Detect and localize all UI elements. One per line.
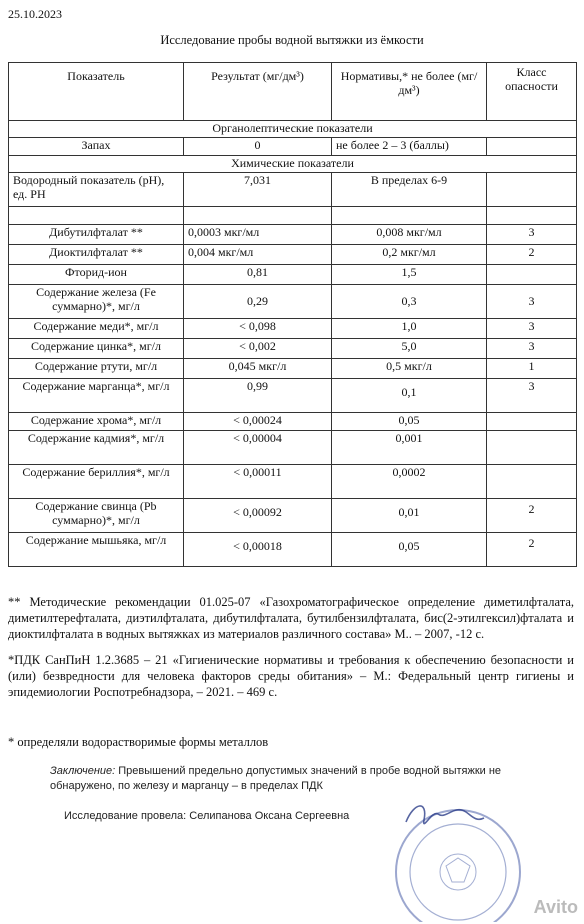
row-result: < 0,098 bbox=[184, 319, 332, 339]
row-norm: 0,3 bbox=[332, 285, 487, 319]
row-result: < 0,00011 bbox=[184, 465, 332, 499]
row-class: 2 bbox=[487, 533, 577, 567]
row-result: < 0,00018 bbox=[184, 533, 332, 567]
row-indicator: Содержание хрома*, мг/л bbox=[9, 413, 184, 431]
row-norm: не более 2 – 3 (баллы) bbox=[332, 138, 487, 156]
row-class: 1 bbox=[487, 359, 577, 379]
row-indicator: Содержание цинка*, мг/л bbox=[9, 339, 184, 359]
table-row bbox=[9, 413, 577, 431]
row-result: 0,29 bbox=[184, 285, 332, 319]
row-norm: 0,0002 bbox=[332, 465, 487, 499]
row-indicator: Запах bbox=[9, 138, 184, 156]
row-norm: 0,1 bbox=[332, 379, 487, 413]
conclusion-text: Превышений предельно допустимых значений в пробе водной вытяжки не обнаружено, по железу и марганцу – в пределах ПДК bbox=[50, 765, 502, 792]
row-norm: 5,0 bbox=[332, 339, 487, 359]
row-norm: 0,01 bbox=[332, 499, 487, 533]
report-title: Исследование пробы водной вытяжки из ёмкости bbox=[160, 33, 424, 47]
table-row bbox=[9, 319, 577, 339]
footnote-sanpin: *ПДК СанПиН 1.2.3685 – 21 «Гигиенические нормативы и требования к обеспечению безопасности и (или) безвредности для человека факторов среды обитания» – М.: Федеральный центр гигиены и эпидемиологии Роспотребнадзора, – 2021. – 469 с. bbox=[8, 653, 574, 699]
row-norm: 0,05 bbox=[332, 413, 487, 431]
row-result: 0 bbox=[184, 138, 332, 156]
row-indicator: Содержание железа (Fe суммарно)*, мг/л bbox=[9, 285, 184, 319]
row-result: < 0,00092 bbox=[184, 499, 332, 533]
table-row bbox=[9, 138, 577, 156]
row-norm: 0,2 мкг/мл bbox=[332, 245, 487, 265]
row-indicator: Водородный показатель (pH), ед. PH bbox=[9, 173, 184, 207]
section-organoleptic: Органолептические показатели bbox=[9, 121, 577, 138]
row-class: 3 bbox=[487, 379, 577, 413]
table-row bbox=[9, 533, 577, 567]
row-indicator: Содержание меди*, мг/л bbox=[9, 319, 184, 339]
row-indicator: Содержание марганца*, мг/л bbox=[9, 379, 184, 413]
row-indicator: Содержание кадмия*, мг/л bbox=[9, 431, 184, 465]
section-row bbox=[9, 156, 577, 173]
row-class bbox=[487, 465, 577, 499]
blank-row bbox=[9, 207, 577, 225]
table-row bbox=[9, 499, 577, 533]
row-indicator: Диоктилфталат ** bbox=[9, 245, 184, 265]
row-indicator: Дибутилфталат ** bbox=[9, 225, 184, 245]
row-result: 0,004 мкг/мл bbox=[184, 245, 332, 265]
row-class bbox=[487, 173, 577, 207]
row-class: 3 bbox=[487, 225, 577, 245]
section-chemical: Химические показатели bbox=[9, 156, 577, 173]
row-indicator: Содержание мышьяка, мг/л bbox=[9, 533, 184, 567]
row-class bbox=[487, 431, 577, 465]
row-class: 2 bbox=[487, 499, 577, 533]
row-indicator: Содержание бериллия*, мг/л bbox=[9, 465, 184, 499]
row-norm: 1,0 bbox=[332, 319, 487, 339]
column-header-class: Класс опасности bbox=[487, 63, 577, 121]
row-result: 0,81 bbox=[184, 265, 332, 285]
table-row bbox=[9, 173, 577, 207]
row-result: 0,99 bbox=[184, 379, 332, 413]
row-norm: 0,008 мкг/мл bbox=[332, 225, 487, 245]
row-norm: 0,5 мкг/л bbox=[332, 359, 487, 379]
conclusion-label: Заключение: bbox=[50, 765, 116, 777]
table-row bbox=[9, 359, 577, 379]
table-row bbox=[9, 265, 577, 285]
conclusion-block bbox=[50, 764, 520, 794]
report-date: 25.10.2023 bbox=[8, 7, 62, 21]
table-row bbox=[9, 379, 577, 413]
row-result: 0,0003 мкг/мл bbox=[184, 225, 332, 245]
table-header-row bbox=[9, 63, 577, 121]
row-norm: 0,001 bbox=[332, 431, 487, 465]
row-class: 3 bbox=[487, 319, 577, 339]
column-header-indicator: Показатель bbox=[9, 63, 184, 121]
row-result: < 0,002 bbox=[184, 339, 332, 359]
row-indicator: Содержание свинца (Pb суммарно)*, мг/л bbox=[9, 499, 184, 533]
row-class bbox=[487, 265, 577, 285]
row-result: 0,045 мкг/л bbox=[184, 359, 332, 379]
row-indicator: Содержание ртути, мг/л bbox=[9, 359, 184, 379]
row-indicator: Фторид-ион bbox=[9, 265, 184, 285]
row-class: 3 bbox=[487, 285, 577, 319]
row-result: < 0,00024 bbox=[184, 413, 332, 431]
results-table bbox=[8, 62, 577, 567]
section-row bbox=[9, 121, 577, 138]
row-class bbox=[487, 138, 577, 156]
official-stamp bbox=[376, 792, 526, 922]
row-norm: 1,5 bbox=[332, 265, 487, 285]
column-header-norm: Нормативы,* не более (мг/дм³) bbox=[332, 63, 487, 121]
row-result: 7,031 bbox=[184, 173, 332, 207]
table-row bbox=[9, 245, 577, 265]
column-header-result: Результат (мг/дм³) bbox=[184, 63, 332, 121]
row-class bbox=[487, 413, 577, 431]
table-row bbox=[9, 431, 577, 465]
table-row bbox=[9, 465, 577, 499]
row-norm: В пределах 6-9 bbox=[332, 173, 487, 207]
researcher-line: Исследование провела: Селипанова Оксана Сергеевна bbox=[64, 810, 350, 822]
row-result: < 0,00004 bbox=[184, 431, 332, 465]
row-class: 2 bbox=[487, 245, 577, 265]
footnote-metals: * определяли водорастворимые формы металлов bbox=[8, 735, 269, 749]
row-class: 3 bbox=[487, 339, 577, 359]
watermark: Avito bbox=[533, 897, 578, 917]
footnote-methodology: ** Методические рекомендации 01.025-07 «Газохроматографическое определение диметилфталата, диметилтерефталата, диэтилфталата, дибутилфталата, бутилбензилфталата, бис(2-этилгексил)фталата и диоктилфталата в водных вытяжках из материалов различного состава» М.. – 2007, -12 с. bbox=[8, 595, 574, 641]
table-row bbox=[9, 339, 577, 359]
row-norm: 0,05 bbox=[332, 533, 487, 567]
table-row bbox=[9, 225, 577, 245]
table-row bbox=[9, 285, 577, 319]
